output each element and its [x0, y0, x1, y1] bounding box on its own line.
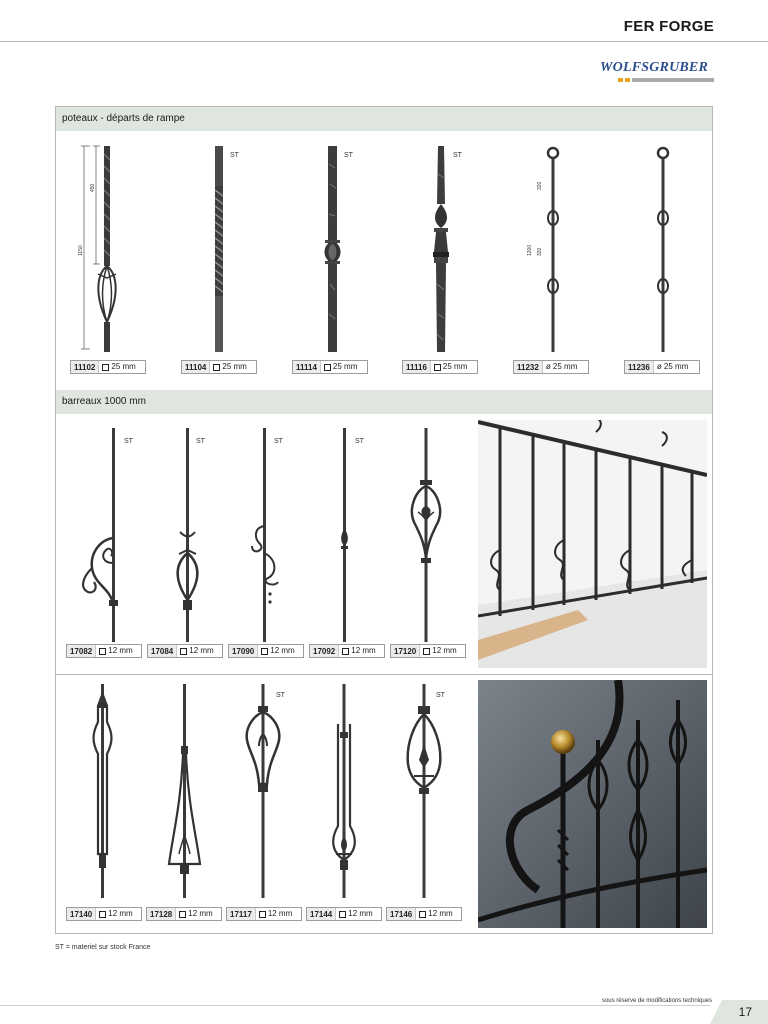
footer-disclaimer: sous réserve de modifications techniques: [601, 998, 712, 1004]
stock-footnote: ST = materiel sur stock France: [55, 944, 151, 951]
product-dimension: ø 25 mm: [656, 362, 689, 371]
product-code: 11236: [625, 361, 654, 373]
photo-railing-stair: [478, 420, 707, 668]
product-code: 17082: [67, 645, 96, 657]
product-code: 11232: [514, 361, 543, 373]
baluster-17120-image: [404, 428, 448, 642]
square-section-icon: [102, 364, 109, 371]
product-code-label: [390, 644, 466, 658]
product-dimension: 12 mm: [428, 909, 453, 918]
section-title-posts: poteaux - départs de rampe: [56, 107, 712, 131]
product-dimension: 12 mm: [432, 646, 457, 655]
dimension-ring-top: 320: [537, 181, 543, 190]
post-11116-image: [426, 144, 456, 354]
page-title: FER FORGE: [623, 18, 714, 35]
baluster-17090-image: [246, 428, 286, 642]
post-11104-image: [205, 144, 235, 354]
square-section-icon: [339, 911, 346, 918]
product-code-label: [146, 907, 222, 921]
product-dimension: 25 mm: [222, 362, 247, 371]
stock-label-17092: ST: [355, 438, 364, 445]
stock-label-17090: ST: [274, 438, 283, 445]
product-code: 17120: [391, 645, 420, 657]
product-code-label: [624, 360, 700, 374]
post-11236-image: [648, 144, 678, 354]
product-dimension: 12 mm: [351, 646, 376, 655]
header-rule: [0, 41, 768, 42]
product-code-label: [386, 907, 462, 921]
stock-label-11116: ST: [453, 152, 462, 159]
baluster-17128-image: [165, 684, 205, 898]
baluster-17146-image: [402, 684, 446, 898]
product-code-label: [402, 360, 478, 374]
stock-label-17146: ST: [436, 692, 445, 699]
square-section-icon: [434, 364, 441, 371]
square-section-icon: [180, 648, 187, 655]
product-dimension: 12 mm: [188, 909, 213, 918]
baluster-17084-image: [168, 428, 208, 642]
product-code: 17140: [67, 908, 96, 920]
product-code-label: [306, 907, 382, 921]
product-code-label: [309, 644, 385, 658]
product-dimension: 12 mm: [108, 646, 133, 655]
product-code-label: [181, 360, 257, 374]
product-code: 17128: [147, 908, 176, 920]
post-11102-image: [92, 144, 122, 354]
product-code-label: [226, 907, 302, 921]
photo-railing-detail: [478, 680, 707, 928]
dimension-total-round: 1200: [527, 244, 533, 256]
product-code: 11114: [293, 361, 321, 373]
product-code-label: [66, 644, 142, 658]
product-code: 17144: [307, 908, 336, 920]
baluster-17144-image: [322, 684, 366, 898]
product-code: 11116: [403, 361, 431, 373]
post-11232-image: [538, 144, 568, 354]
product-code: 17084: [148, 645, 177, 657]
dimension-total: 1150: [78, 245, 84, 256]
product-code: 17146: [387, 908, 416, 920]
square-section-icon: [261, 648, 268, 655]
product-code-label: [292, 360, 368, 374]
product-code-label: [147, 644, 223, 658]
product-dimension: 12 mm: [189, 646, 214, 655]
stock-label-11104: ST: [230, 152, 239, 159]
product-code: 17090: [229, 645, 258, 657]
product-dimension: 12 mm: [348, 909, 373, 918]
product-dimension: 12 mm: [108, 909, 133, 918]
product-code-label: [70, 360, 146, 374]
square-section-icon: [342, 648, 349, 655]
product-code: 17117: [227, 908, 256, 920]
product-code-label: [66, 907, 142, 921]
square-section-icon: [99, 648, 106, 655]
section-title-balusters: barreaux 1000 mm: [56, 390, 712, 414]
product-dimension: 25 mm: [442, 362, 468, 371]
product-dimension: 25 mm: [111, 362, 136, 371]
product-code: 17092: [310, 645, 339, 657]
dimension-ring-bottom: 320: [537, 247, 543, 256]
baluster-17092-image: [330, 428, 360, 642]
product-code: 11104: [182, 361, 210, 373]
product-dimension: 12 mm: [267, 909, 293, 918]
baluster-17117-image: [241, 684, 285, 898]
square-section-icon: [419, 911, 426, 918]
product-dimension: 25 mm: [332, 362, 358, 371]
dimension-twist: 450: [90, 183, 96, 192]
square-section-icon: [213, 364, 220, 371]
brand-name: WOLFSGRUBER: [600, 60, 709, 75]
product-code-label: [228, 644, 304, 658]
stock-label-17117: ST: [276, 692, 285, 699]
stock-label-11114: ST: [344, 152, 353, 159]
section-divider: [56, 674, 712, 675]
stock-label-17084: ST: [196, 438, 205, 445]
stock-label-17082: ST: [124, 438, 133, 445]
square-section-icon: [324, 364, 331, 371]
product-dimension: ø 25 mm: [545, 362, 578, 371]
square-section-icon: [99, 911, 106, 918]
footer-rule: [0, 1005, 710, 1006]
square-section-icon: [423, 648, 430, 655]
page-number: 17: [738, 1005, 752, 1019]
post-11114-image: [318, 144, 348, 354]
square-section-icon: [179, 911, 186, 918]
product-code: 11102: [71, 361, 99, 373]
baluster-17082-image: [80, 428, 130, 642]
product-code-label: [513, 360, 589, 374]
product-dimension: 12 mm: [270, 646, 295, 655]
baluster-17140-image: [88, 684, 118, 898]
brand-logo: [600, 60, 716, 86]
square-section-icon: [259, 911, 266, 918]
